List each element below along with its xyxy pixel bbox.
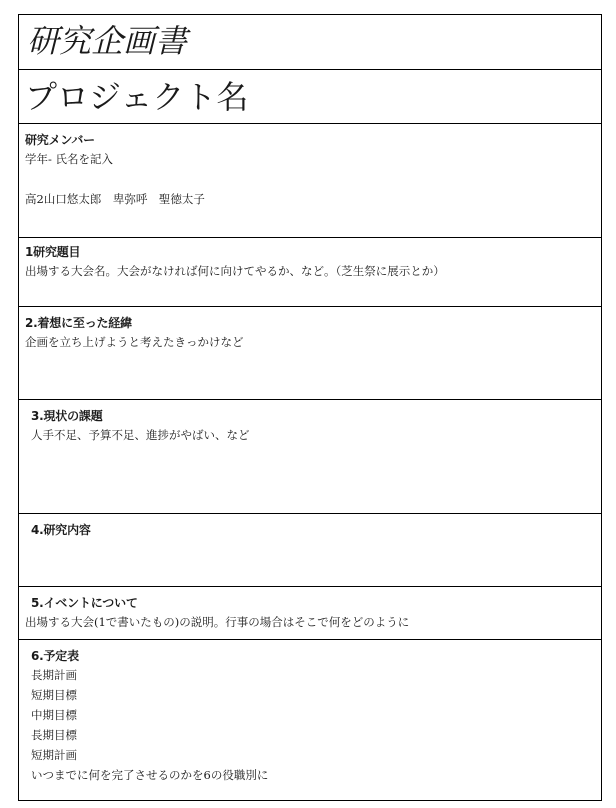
origin-heading: 2.着想に至った経緯 [25, 316, 132, 330]
schedule-item: 短期計画 [31, 748, 77, 762]
issues-section [19, 400, 601, 514]
title-row [19, 15, 601, 70]
event-heading: 5.イベントについて [31, 596, 138, 610]
issues-heading: 3.現状の課題 [31, 409, 103, 423]
project-name: プロジェクト名 [25, 78, 249, 116]
members-spacer [25, 169, 595, 189]
content-section [19, 514, 601, 587]
schedule-section [19, 640, 601, 800]
members-heading: 研究メンバー [25, 133, 95, 147]
event-text: 出場する大会(1で書いたもの)の説明。行事の場合はそこで何をどのように [25, 615, 410, 629]
document-title: 研究企画書 [27, 22, 188, 60]
schedule-item: 中期目標 [31, 708, 77, 722]
schedule-item: 短期目標 [31, 688, 77, 702]
members-names: 高2山口悠太郎 卑弥呼 聖徳太子 [25, 192, 205, 206]
schedule-heading: 6.予定表 [31, 649, 79, 663]
research-title-text: 出場する大会名。大会がなければ何に向けてやるか、など。（芝生祭に展示とか） [25, 264, 445, 278]
issues-text: 人手不足、予算不足、進捗がやばい、など [31, 428, 250, 442]
schedule-item: 長期計画 [31, 668, 77, 682]
origin-text: 企画を立ち上げようと考えたきっかけなど [25, 335, 244, 349]
schedule-item: 長期目標 [31, 728, 77, 742]
origin-section [19, 307, 601, 400]
schedule-item: いつまでに何を完了させるのかを6の役職別に [31, 768, 269, 782]
members-section [19, 124, 601, 238]
research-title-heading: 1研究題目 [25, 245, 81, 259]
research-title-section [19, 238, 601, 307]
content-heading: 4.研究内容 [31, 523, 91, 537]
project-name-row [19, 70, 601, 124]
proposal-document [18, 14, 602, 801]
members-instruction: 学年- 氏名を記入 [25, 152, 114, 166]
event-section [19, 587, 601, 640]
